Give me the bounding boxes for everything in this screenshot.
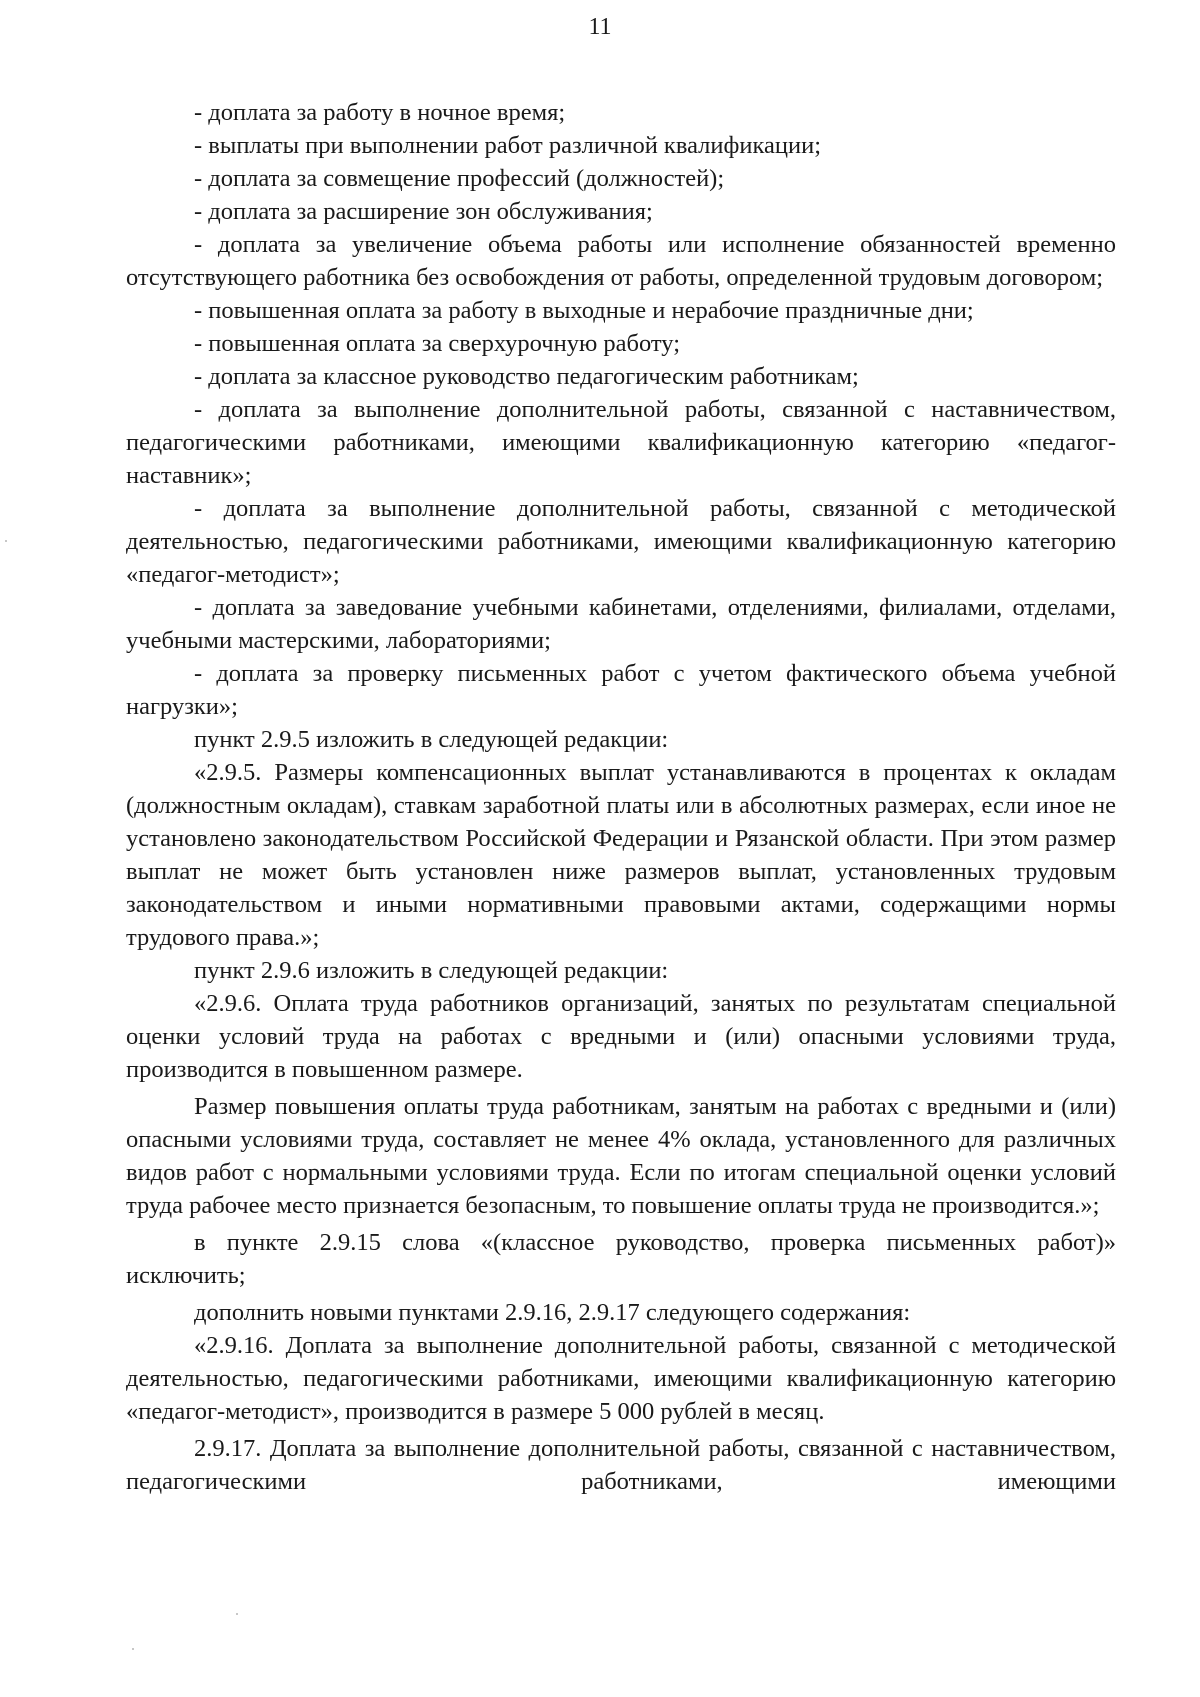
paragraph-clause-295-intro: пункт 2.9.5 изложить в следующей редакции:: [194, 726, 669, 753]
paragraph-service-zones: - доплата за расширение зон обслуживания;: [194, 198, 653, 225]
scan-speck: [236, 1613, 238, 1615]
paragraph-clause-2916: «2.9.16. Доплата за выполнение дополнительной работы, связанной с методической деятельностью, педагогическими работниками, имеющими квалификационную категорию «педагог-методист», производится в размере 5 000 рублей в месяц.: [126, 1332, 1116, 1425]
paragraph-clause-2915: в пункте 2.9.15 слова «(классное руководство, проверка письменных работ)» исключить;: [126, 1229, 1116, 1289]
page-number: 11: [588, 14, 612, 40]
paragraph-cabinet-management: - доплата за заведование учебными кабинетами, отделениями, филиалами, отделами, учебными мастерскими, лабораториями;: [126, 594, 1116, 654]
paragraph-combining-professions: - доплата за совмещение профессий (должностей);: [194, 165, 725, 192]
paragraph-weekend-pay: - повышенная оплата за работу в выходные и нерабочие праздничные дни;: [194, 297, 974, 324]
scan-speck: [132, 1648, 134, 1650]
scan-speck: [5, 540, 7, 542]
paragraph-workload-increase: - доплата за увеличение объема работы или исполнение обязанностей временно отсутствующего работника без освобождения от работы, определенной трудовым договором;: [126, 231, 1116, 291]
document-body: [126, 96, 1116, 1498]
paragraph-clause-296-text: «2.9.6. Оплата труда работников организаций, занятых по результатам специальной оценки условий труда на работах с вредными и (или) опасными условиями труда, производится в повышенном размере.: [126, 990, 1116, 1083]
paragraph-clause-2917: 2.9.17. Доплата за выполнение дополнительной работы, связанной с наставничеством, педагогическими работниками, имеющими: [126, 1435, 1116, 1495]
paragraph-methodist-category: - доплата за выполнение дополнительной работы, связанной с методической деятельностью, педагогическими работниками, имеющими квалификационную категорию «педагог-методист»;: [126, 495, 1116, 588]
paragraph-clause-296-intro: пункт 2.9.6 изложить в следующей редакции:: [194, 957, 669, 984]
paragraph-increase-size: Размер повышения оплаты труда работникам, занятым на работах с вредными и (или) опасными условиями труда, составляет не менее 4% оклада, установленного для различных видов работ с нормальными условиями труда. Если по итогам специальной оценки условий труда рабочее место признается безопасным, то повышение оплаты труда не производится.»;: [126, 1093, 1116, 1219]
paragraph-overtime-pay: - повышенная оплата за сверхурочную работу;: [194, 330, 681, 357]
paragraph-class-guidance: - доплата за классное руководство педагогическим работникам;: [194, 363, 859, 390]
paragraph-clause-295-text: «2.9.5. Размеры компенсационных выплат устанавливаются в процентах к окладам (должностным окладам), ставкам заработной платы или в абсолютных размерах, если иное не установлено законодательством Российской Федерации и Рязанской области. При этом размер выплат не может быть установлен ниже размеров выплат, установленных трудовым законодательством и иными нормативными правовыми актами, содержащими нормы трудового права.»;: [126, 759, 1116, 951]
paragraph-new-clauses-intro: дополнить новыми пунктами 2.9.16, 2.9.17 следующего содержания:: [194, 1299, 911, 1326]
paragraph-written-works-check: - доплата за проверку письменных работ с учетом фактического объема учебной нагрузки»;: [126, 660, 1116, 720]
paragraph-mentor-category: - доплата за выполнение дополнительной работы, связанной с наставничеством, педагогическими работниками, имеющими квалификационную категорию «педагог-наставник»;: [126, 396, 1116, 489]
paragraph-night-work: - доплата за работу в ночное время;: [194, 99, 566, 126]
paragraph-qualification-work: - выплаты при выполнении работ различной квалификации;: [194, 132, 822, 159]
